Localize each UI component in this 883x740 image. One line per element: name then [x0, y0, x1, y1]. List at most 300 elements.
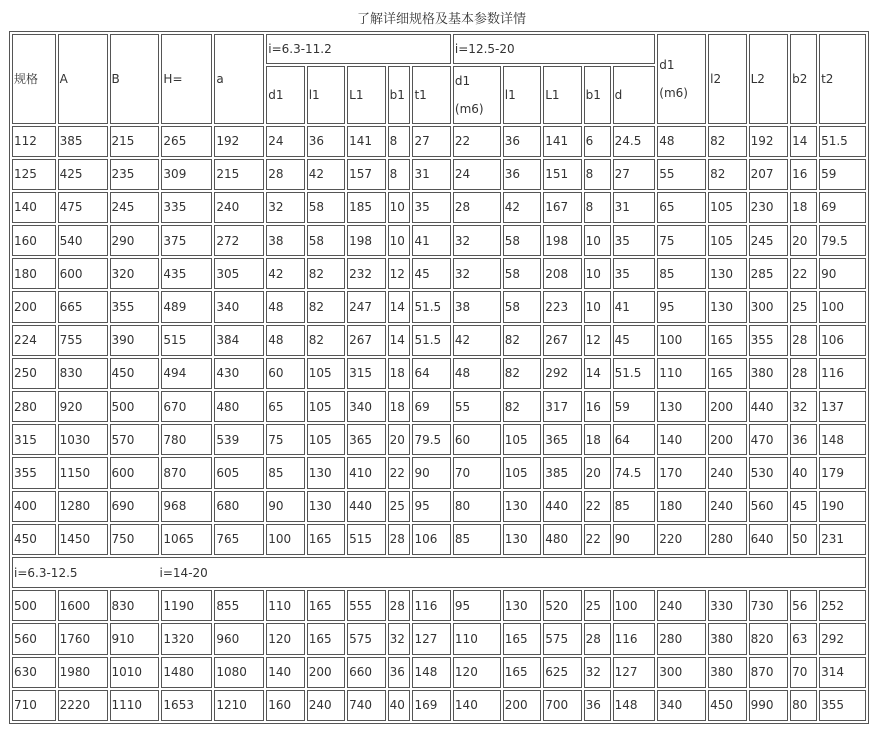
- table-cell: 148: [613, 690, 656, 721]
- table-cell: 265: [161, 126, 212, 157]
- header-d1-m6-label: d1: [659, 57, 675, 72]
- table-cell: 440: [749, 391, 788, 422]
- header-group-1: i=6.3-11.2: [266, 34, 451, 64]
- table-cell: 192: [749, 126, 788, 157]
- table-cell: 141: [543, 126, 581, 157]
- table-cell: 515: [347, 524, 385, 555]
- table-cell: 425: [58, 159, 108, 190]
- table-cell: 330: [708, 590, 746, 621]
- table-cell: 665: [58, 291, 108, 322]
- table-cell: 85: [613, 491, 656, 522]
- table-cell: 32: [453, 225, 501, 256]
- header-H: H=: [161, 34, 212, 124]
- table-cell: 55: [453, 391, 501, 422]
- table-cell: 560: [12, 623, 56, 654]
- table-cell: 575: [347, 623, 385, 654]
- table-cell: 28: [266, 159, 304, 190]
- table-cell: 36: [307, 126, 345, 157]
- table-cell: 245: [749, 225, 788, 256]
- table-cell: 51.5: [412, 325, 450, 356]
- table-cell: 100: [613, 590, 656, 621]
- table-cell: 208: [543, 258, 581, 289]
- table-cell: 290: [110, 225, 160, 256]
- table-cell: 355: [12, 457, 56, 488]
- table-cell: 25: [790, 291, 817, 322]
- header-l2: l2: [708, 34, 746, 124]
- header-g2-L1: L1: [543, 66, 581, 123]
- table-cell: 365: [347, 424, 385, 455]
- table-cell: 540: [58, 225, 108, 256]
- table-cell: 51.5: [412, 291, 450, 322]
- table-cell: 1760: [58, 623, 108, 654]
- table-cell: 625: [543, 657, 581, 688]
- table-row: [12, 491, 866, 522]
- table-cell: 355: [749, 325, 788, 356]
- table-cell: 64: [613, 424, 656, 455]
- table-cell: 165: [307, 623, 345, 654]
- table-cell: 18: [584, 424, 611, 455]
- table-cell: 231: [819, 524, 866, 555]
- table-cell: 106: [412, 524, 450, 555]
- table-cell: 82: [708, 126, 746, 157]
- table-cell: 240: [657, 590, 706, 621]
- table-cell: 1110: [110, 690, 160, 721]
- table-cell: 25: [388, 491, 411, 522]
- table-cell: 116: [412, 590, 450, 621]
- table-cell: 90: [613, 524, 656, 555]
- table-cell: 36: [503, 126, 541, 157]
- table-cell: 79.5: [412, 424, 450, 455]
- table-cell: 16: [584, 391, 611, 422]
- table-cell: 240: [307, 690, 345, 721]
- table-cell: 207: [749, 159, 788, 190]
- table-cell: 380: [708, 623, 746, 654]
- table-cell: 700: [543, 690, 581, 721]
- table-cell: 450: [110, 358, 160, 389]
- table-cell: 32: [453, 258, 501, 289]
- table-row: [12, 258, 866, 289]
- table-cell: 82: [307, 258, 345, 289]
- table-cell: 990: [749, 690, 788, 721]
- table-cell: 1210: [214, 690, 264, 721]
- table-cell: 320: [110, 258, 160, 289]
- table-cell: 100: [657, 325, 706, 356]
- table-cell: 105: [503, 424, 541, 455]
- table-cell: 127: [412, 623, 450, 654]
- table-cell: 80: [790, 690, 817, 721]
- table-cell: 48: [657, 126, 706, 157]
- table-cell: 660: [347, 657, 385, 688]
- table-cell: 36: [790, 424, 817, 455]
- table-cell: 340: [657, 690, 706, 721]
- table-cell: 36: [503, 159, 541, 190]
- table-cell: 110: [657, 358, 706, 389]
- table-cell: 18: [790, 192, 817, 223]
- table-cell: 230: [749, 192, 788, 223]
- table-row: [12, 424, 866, 455]
- header-g1-t1: t1: [412, 66, 450, 123]
- table-cell: 375: [161, 225, 212, 256]
- table-cell: 855: [214, 590, 264, 621]
- table-cell: 42: [453, 325, 501, 356]
- table-cell: 560: [749, 491, 788, 522]
- table-cell: 105: [307, 358, 345, 389]
- table-cell: 440: [347, 491, 385, 522]
- table-cell: 40: [790, 457, 817, 488]
- table-cell: 10: [584, 225, 611, 256]
- header-g2-d1-label: d1: [454, 73, 471, 88]
- table-cell: 1600: [58, 590, 108, 621]
- table-cell: 79.5: [819, 225, 866, 256]
- table-cell: 12: [388, 258, 411, 289]
- header-g2-l1: l1: [503, 66, 541, 123]
- table-cell: 670: [161, 391, 212, 422]
- header-B: B: [110, 34, 160, 124]
- table-cell: 22: [584, 524, 611, 555]
- table-cell: 85: [453, 524, 501, 555]
- table-cell: 165: [503, 657, 541, 688]
- table-row: [12, 291, 866, 322]
- table-cell: 137: [819, 391, 866, 422]
- table-cell: 267: [347, 325, 385, 356]
- table-cell: 215: [110, 126, 160, 157]
- header-g1-l1: l1: [307, 66, 345, 123]
- table-cell: 130: [708, 291, 746, 322]
- table-cell: 25: [584, 590, 611, 621]
- table-cell: 179: [819, 457, 866, 488]
- table-cell: 410: [347, 457, 385, 488]
- table-cell: 18: [388, 358, 411, 389]
- header-A: A: [58, 34, 108, 124]
- table-cell: 140: [657, 424, 706, 455]
- header-d1-m6: [657, 34, 706, 124]
- table-cell: 494: [161, 358, 212, 389]
- table-cell: 95: [453, 590, 501, 621]
- table-cell: 82: [503, 391, 541, 422]
- table-cell: 315: [347, 358, 385, 389]
- table-cell: 710: [12, 690, 56, 721]
- table-cell: 355: [819, 690, 866, 721]
- table-cell: 28: [790, 358, 817, 389]
- table-cell: 28: [388, 524, 411, 555]
- table-cell: 95: [657, 291, 706, 322]
- table-cell: 41: [613, 291, 656, 322]
- table-cell: 475: [58, 192, 108, 223]
- table-cell: 130: [503, 524, 541, 555]
- table-cell: 340: [214, 291, 264, 322]
- table-cell: 82: [708, 159, 746, 190]
- table-cell: 90: [412, 457, 450, 488]
- table-cell: 125: [12, 159, 56, 190]
- table-row: [12, 657, 866, 688]
- table-cell: 384: [214, 325, 264, 356]
- table-cell: 430: [214, 358, 264, 389]
- table-cell: 48: [266, 291, 304, 322]
- table-row: [12, 325, 866, 356]
- table-cell: 24.5: [613, 126, 656, 157]
- table-cell: 285: [749, 258, 788, 289]
- header-g2-d: d: [613, 66, 656, 123]
- table-cell: 235: [110, 159, 160, 190]
- table-cell: 380: [749, 358, 788, 389]
- table-cell: 200: [708, 391, 746, 422]
- table-cell: 910: [110, 623, 160, 654]
- table-cell: 55: [657, 159, 706, 190]
- table-cell: 1080: [214, 657, 264, 688]
- table-cell: 1065: [161, 524, 212, 555]
- table-cell: 1030: [58, 424, 108, 455]
- table-cell: 200: [307, 657, 345, 688]
- table-cell: 1010: [110, 657, 160, 688]
- table-cell: 292: [819, 623, 866, 654]
- table-cell: 10: [388, 225, 411, 256]
- table-cell: 165: [708, 358, 746, 389]
- table-cell: 200: [708, 424, 746, 455]
- table-cell: 305: [214, 258, 264, 289]
- table-cell: 58: [307, 225, 345, 256]
- table-cell: 28: [584, 623, 611, 654]
- table-cell: 730: [749, 590, 788, 621]
- table-cell: 220: [657, 524, 706, 555]
- table-cell: 180: [12, 258, 56, 289]
- table-cell: 24: [453, 159, 501, 190]
- table-cell: 309: [161, 159, 212, 190]
- table-cell: 14: [790, 126, 817, 157]
- table-cell: 780: [161, 424, 212, 455]
- table-cell: 500: [110, 391, 160, 422]
- table-cell: 74.5: [613, 457, 656, 488]
- table-cell: 198: [543, 225, 581, 256]
- table-cell: 35: [613, 258, 656, 289]
- table-cell: 116: [819, 358, 866, 389]
- table-row: [12, 358, 866, 389]
- table-row: [12, 159, 866, 190]
- separator-right-label: i=14-20: [159, 565, 208, 580]
- table-cell: 148: [819, 424, 866, 455]
- table-cell: 200: [12, 291, 56, 322]
- table-cell: 198: [347, 225, 385, 256]
- table-cell: 450: [708, 690, 746, 721]
- table-cell: 31: [613, 192, 656, 223]
- table-cell: 70: [790, 657, 817, 688]
- spec-table: [9, 31, 869, 724]
- table-cell: 63: [790, 623, 817, 654]
- table-cell: 385: [543, 457, 581, 488]
- table-cell: 605: [214, 457, 264, 488]
- table-cell: 75: [657, 225, 706, 256]
- table-cell: 105: [708, 192, 746, 223]
- table-cell: 169: [412, 690, 450, 721]
- table-cell: 365: [543, 424, 581, 455]
- table-cell: 450: [12, 524, 56, 555]
- table-cell: 31: [412, 159, 450, 190]
- table-cell: 267: [543, 325, 581, 356]
- table-cell: 300: [657, 657, 706, 688]
- table-cell: 56: [790, 590, 817, 621]
- table-cell: 8: [388, 159, 411, 190]
- table-cell: 130: [503, 590, 541, 621]
- table-cell: 690: [110, 491, 160, 522]
- table-cell: 24: [266, 126, 304, 157]
- table-cell: 32: [388, 623, 411, 654]
- table-cell: 22: [388, 457, 411, 488]
- table-cell: 105: [503, 457, 541, 488]
- table-cell: 530: [749, 457, 788, 488]
- table-cell: 14: [584, 358, 611, 389]
- table-cell: 28: [453, 192, 501, 223]
- table-cell: 539: [214, 424, 264, 455]
- table-cell: 20: [584, 457, 611, 488]
- table-cell: 224: [12, 325, 56, 356]
- table-cell: 65: [657, 192, 706, 223]
- table-cell: 185: [347, 192, 385, 223]
- table-cell: 100: [819, 291, 866, 322]
- table-cell: 20: [790, 225, 817, 256]
- table-cell: 42: [307, 159, 345, 190]
- page-title: 了解详细规格及基本参数详情: [356, 12, 526, 27]
- table-cell: 151: [543, 159, 581, 190]
- table-cell: 82: [503, 358, 541, 389]
- table-cell: 515: [161, 325, 212, 356]
- header-group-2: i=12.5-20: [453, 34, 655, 64]
- table-cell: 100: [266, 524, 304, 555]
- table-cell: 680: [214, 491, 264, 522]
- header-g1-L1: L1: [347, 66, 385, 123]
- table-cell: 32: [266, 192, 304, 223]
- table-cell: 192: [214, 126, 264, 157]
- table-cell: 435: [161, 258, 212, 289]
- separator-row: [12, 557, 866, 588]
- table-cell: 130: [657, 391, 706, 422]
- table-cell: 90: [819, 258, 866, 289]
- table-row: [12, 623, 866, 654]
- table-cell: 51.5: [613, 358, 656, 389]
- table-cell: 2220: [58, 690, 108, 721]
- table-cell: 148: [412, 657, 450, 688]
- table-cell: 82: [307, 291, 345, 322]
- table-cell: 64: [412, 358, 450, 389]
- table-cell: 575: [543, 623, 581, 654]
- table-cell: 157: [347, 159, 385, 190]
- table-cell: 48: [266, 325, 304, 356]
- table-cell: 480: [543, 524, 581, 555]
- table-cell: 14: [388, 291, 411, 322]
- table-cell: 85: [266, 457, 304, 488]
- table-cell: 110: [266, 590, 304, 621]
- table-cell: 765: [214, 524, 264, 555]
- table-row: [12, 192, 866, 223]
- table-cell: 10: [584, 258, 611, 289]
- table-cell: 32: [584, 657, 611, 688]
- table-row: [12, 690, 866, 721]
- table-row: [12, 590, 866, 621]
- table-cell: 240: [708, 457, 746, 488]
- separator-cell: [12, 557, 866, 588]
- table-cell: 28: [388, 590, 411, 621]
- header-g2-b1: b1: [584, 66, 611, 123]
- table-cell: 8: [584, 192, 611, 223]
- table-cell: 232: [347, 258, 385, 289]
- table-cell: 28: [790, 325, 817, 356]
- table-cell: 1450: [58, 524, 108, 555]
- table-cell: 570: [110, 424, 160, 455]
- table-cell: 750: [110, 524, 160, 555]
- table-cell: 160: [12, 225, 56, 256]
- table-cell: 740: [347, 690, 385, 721]
- table-cell: 112: [12, 126, 56, 157]
- header-g1-b1: b1: [388, 66, 411, 123]
- table-cell: 58: [503, 225, 541, 256]
- table-cell: 50: [790, 524, 817, 555]
- table-cell: 75: [266, 424, 304, 455]
- table-cell: 58: [307, 192, 345, 223]
- table-cell: 240: [708, 491, 746, 522]
- table-cell: 130: [307, 457, 345, 488]
- table-cell: 42: [503, 192, 541, 223]
- header-g2-d1-sub: (m6): [454, 101, 484, 116]
- table-cell: 340: [347, 391, 385, 422]
- table-cell: 130: [708, 258, 746, 289]
- table-cell: 120: [266, 623, 304, 654]
- table-cell: 48: [453, 358, 501, 389]
- table-cell: 8: [388, 126, 411, 157]
- table-cell: 190: [819, 491, 866, 522]
- table-cell: 165: [307, 524, 345, 555]
- table-cell: 41: [412, 225, 450, 256]
- table-cell: 59: [819, 159, 866, 190]
- table-cell: 6: [584, 126, 611, 157]
- table-cell: 14: [388, 325, 411, 356]
- table-cell: 69: [412, 391, 450, 422]
- table-cell: 1480: [161, 657, 212, 688]
- table-cell: 22: [790, 258, 817, 289]
- table-cell: 335: [161, 192, 212, 223]
- header-d1-m6-sub: (m6): [659, 85, 688, 100]
- table-cell: 223: [543, 291, 581, 322]
- table-cell: 489: [161, 291, 212, 322]
- table-cell: 141: [347, 126, 385, 157]
- table-cell: 252: [819, 590, 866, 621]
- table-cell: 105: [708, 225, 746, 256]
- table-row: [12, 126, 866, 157]
- table-cell: 20: [388, 424, 411, 455]
- table-cell: 58: [503, 291, 541, 322]
- table-cell: 130: [503, 491, 541, 522]
- table-cell: 390: [110, 325, 160, 356]
- table-cell: 22: [584, 491, 611, 522]
- table-cell: 200: [503, 690, 541, 721]
- table-cell: 640: [749, 524, 788, 555]
- table-cell: 10: [584, 291, 611, 322]
- header-b2: b2: [790, 34, 817, 124]
- table-cell: 385: [58, 126, 108, 157]
- table-cell: 140: [266, 657, 304, 688]
- table-cell: 380: [708, 657, 746, 688]
- table-cell: 247: [347, 291, 385, 322]
- table-cell: 830: [110, 590, 160, 621]
- table-cell: 22: [453, 126, 501, 157]
- table-cell: 165: [307, 590, 345, 621]
- table-cell: 36: [388, 657, 411, 688]
- header-g2-d1: [453, 66, 501, 123]
- table-cell: 1980: [58, 657, 108, 688]
- table-cell: 400: [12, 491, 56, 522]
- table-cell: 130: [307, 491, 345, 522]
- table-cell: 127: [613, 657, 656, 688]
- table-cell: 440: [543, 491, 581, 522]
- table-cell: 520: [543, 590, 581, 621]
- table-cell: 160: [266, 690, 304, 721]
